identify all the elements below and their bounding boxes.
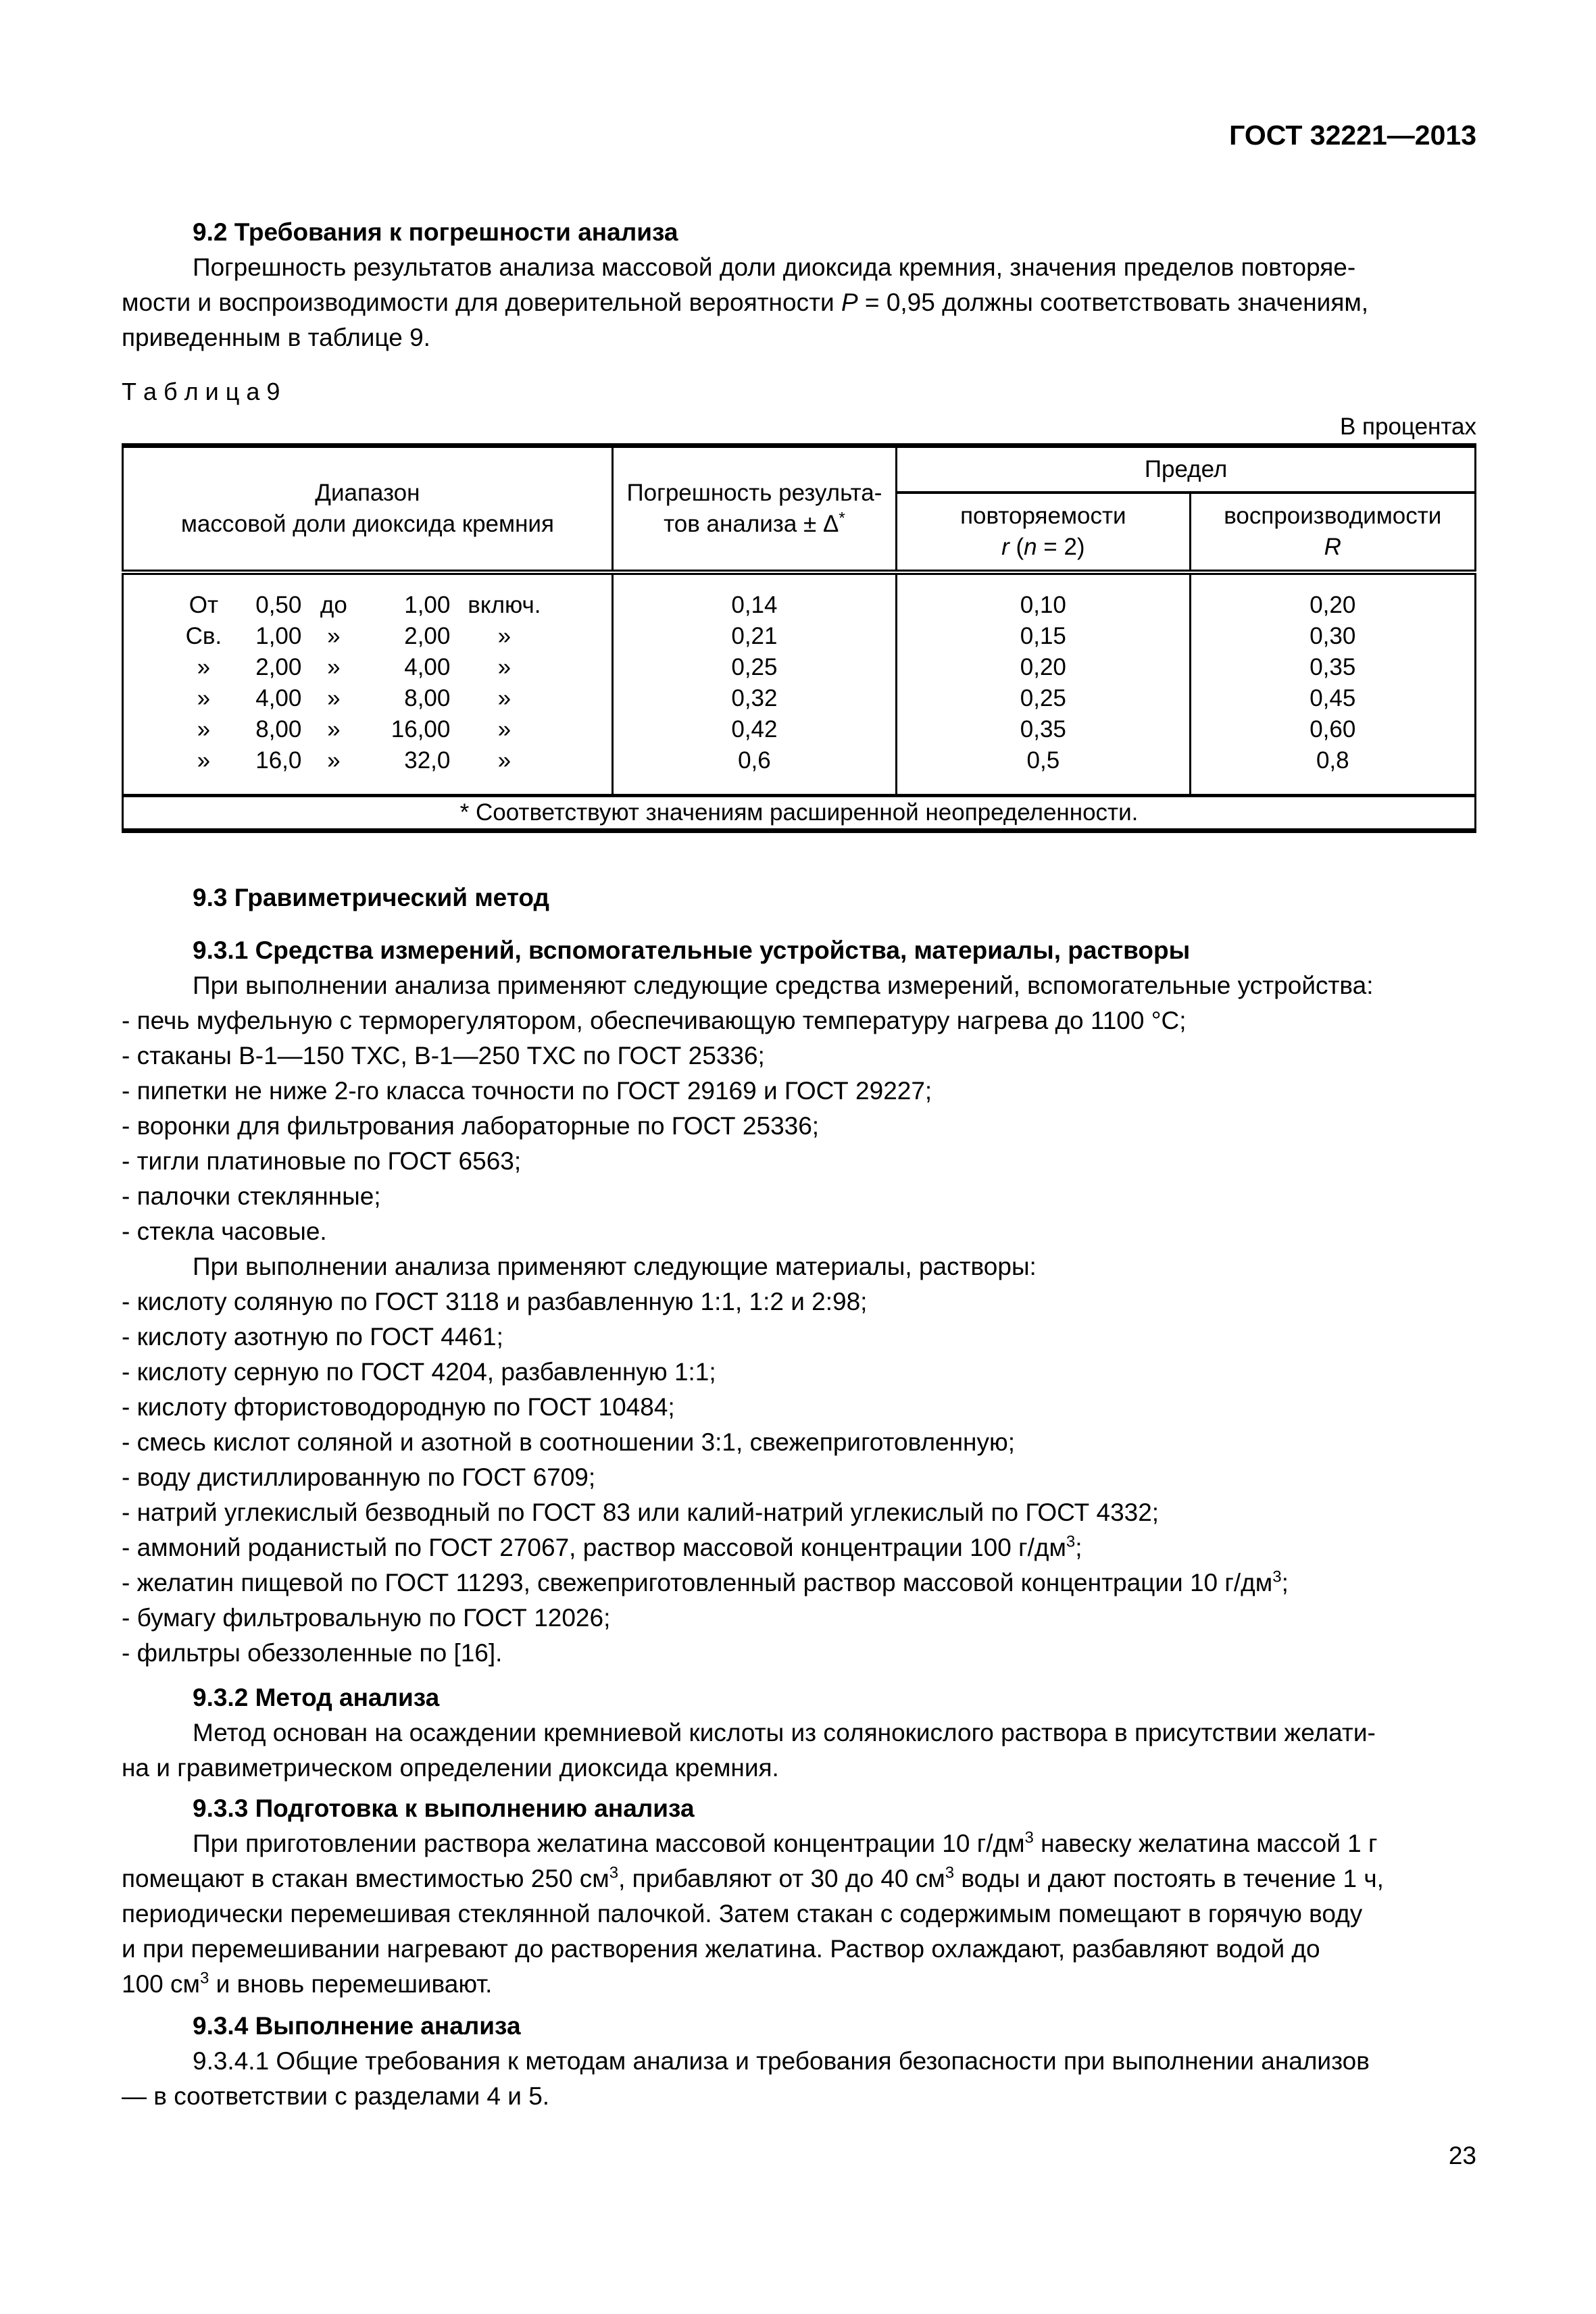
cell-error: 0,42: [612, 714, 896, 745]
paragraph-line: 9.3.4.1 Общие требования к методам анализа и требования безопасности при выполнении анализов: [193, 2047, 1370, 2075]
paragraph-line: Погрешность результатов анализа массовой доли диоксида кремния, значения пределов повторяе-: [193, 253, 1356, 281]
table-footer: [123, 796, 1476, 831]
list-item: - бумагу фильтровальную по ГОСТ 12026;: [122, 1604, 611, 1632]
section-9-3-4-title: 9.3.4 Выполнение анализа: [193, 2012, 521, 2040]
cell-error: 0,6: [612, 745, 896, 796]
cell-repeatability: 0,25: [897, 683, 1190, 714]
paragraph-line: — в соответствии с разделами 4 и 5.: [122, 2082, 550, 2110]
list-item: - воду дистиллированную по ГОСТ 6709;: [122, 1463, 596, 1491]
header-reproducibility: [1190, 493, 1475, 572]
cell-reproducibility: 0,30: [1310, 623, 1356, 649]
cell-repeatability: 0,5: [897, 745, 1190, 796]
list-item: - стаканы В-1—150 ТХС, В-1—250 ТХС по ГОСТ 25336;: [122, 1042, 765, 1070]
paragraph-line: При приготовлении раствора желатина массовой концентрации 10 $г/дм^3$ навеску желатина массой 1 г: [193, 1828, 1378, 1857]
list-item: - смесь кислот соляной и азотной в соотношении 3:1, свежеприготовленную;: [122, 1428, 1016, 1456]
list-item: - аммоний роданистый по ГОСТ 27067, раствор массовой концентрации 100 $г/дм^3$;: [122, 1532, 1082, 1561]
header-line: Диапазон: [315, 480, 420, 506]
paragraph-line: помещают в стакан вместимостью 250 $см^3$, прибавляют от 30 до 40 $см^3$ воды и дают постоять в течение 1 ч,: [122, 1863, 1384, 1892]
list-item: - печь муфельную с терморегулятором, обеспечивающую температуру нагрева до 1100 °С;: [122, 1007, 1187, 1034]
paragraph-line: и при перемешивании нагревают до растворения желатина. Раствор охлаждают, разбавляют водой до: [122, 1935, 1320, 1963]
cell-range: » 4,00 » 8,00 »: [123, 683, 613, 714]
paragraph-line: [122, 285, 1476, 320]
section-9-2-title: 9.2 Требования к погрешности анализа: [193, 218, 678, 246]
paragraph-line: на и гравиметрическом определении диоксида кремния.: [122, 1754, 779, 1782]
header-line: Погрешность результа-: [626, 480, 882, 506]
table-body: [123, 572, 1476, 796]
text-segment: тов анализа ± Δ: [664, 511, 839, 537]
paragraph-line: приведенным в таблице 9.: [122, 324, 430, 351]
section-9-3-title: 9.3 Гравиметрический метод: [193, 884, 550, 911]
cell-error: 0,21: [612, 621, 896, 652]
section-9-3-2-title: 9.3.2 Метод анализа: [193, 1684, 440, 1711]
table-caption: Т а б л и ц а 9: [122, 378, 280, 405]
cell-reproducibility: 0,20: [1310, 592, 1356, 618]
cell-reproducibility: 0,60: [1310, 716, 1356, 743]
table-row: [123, 572, 1476, 621]
cell-reproducibility: 0,8: [1190, 745, 1475, 796]
cell-repeatability: 0,20: [897, 652, 1190, 683]
header-range-column: [123, 446, 613, 573]
header-line: воспроизводимости: [1224, 503, 1442, 529]
header-line: [614, 509, 895, 540]
header-repeatability: [897, 493, 1190, 572]
units-note: В процентах: [1339, 413, 1476, 440]
table-row: [123, 621, 1476, 652]
list-item: - натрий углекислый безводный по ГОСТ 83 или калий-натрий углекислый по ГОСТ 4332;: [122, 1499, 1159, 1526]
list-item: - кислоту азотную по ГОСТ 4461;: [122, 1323, 503, 1351]
cell-error: 0,25: [612, 652, 896, 683]
page-number: 23: [1448, 2142, 1476, 2169]
table-header: [123, 446, 1476, 573]
text-segment: = 0,95 должны соответствовать значениям,: [857, 288, 1369, 316]
cell-reproducibility: 0,45: [1310, 685, 1356, 711]
paragraph-line: Метод основан на осаждении кремниевой кислоты из солянокислого раствора в присутствии желати-: [193, 1719, 1376, 1746]
cell-range: » 16,0 » 32,0 »: [123, 745, 613, 796]
cell-repeatability: 0,10: [897, 572, 1190, 621]
list-item: - кислоту серную по ГОСТ 4204, разбавленную 1:1;: [122, 1358, 716, 1386]
header-line: повторяемости: [960, 503, 1126, 529]
cell-error: 0,14: [612, 572, 896, 621]
list-item: - палочки стеклянные;: [122, 1182, 381, 1210]
list-item: - тигли платиновые по ГОСТ 6563;: [122, 1147, 522, 1175]
cell-range: Св. 1,00 » 2,00 »: [123, 621, 613, 652]
table-9: [122, 443, 1476, 833]
doc-code: ГОСТ 32221—2013: [1229, 120, 1476, 151]
footnote-marker: *: [839, 509, 845, 528]
probability-symbol: Р: [841, 288, 858, 316]
cell-range: » 2,00 » 4,00 »: [123, 652, 613, 683]
cell-range: » 8,00 » 16,00 »: [123, 714, 613, 745]
header-line: [897, 532, 1189, 563]
cell-range: От 0,50 до 1,00 включ.: [123, 572, 613, 621]
text-segment: (: [1009, 534, 1024, 560]
paragraph-line: При выполнении анализа применяют следующие средства измерений, вспомогательные устройства:: [193, 972, 1374, 999]
paragraph-line: При выполнении анализа применяют следующие материалы, растворы:: [193, 1253, 1037, 1280]
header-line: массовой доли диоксида кремния: [180, 511, 554, 537]
list-item: - желатин пищевой по ГОСТ 11293, свежеприготовленный раствор массовой концентрации 10 $г/дм^3$;: [122, 1567, 1289, 1596]
section-9-3-1-title: 9.3.1 Средства измерений, вспомогательные устройства, материалы, растворы: [193, 936, 1191, 964]
list-item: - кислоту фтористоводородную по ГОСТ 10484;: [122, 1393, 675, 1421]
R-symbol: R: [1324, 534, 1341, 560]
cell-repeatability: 0,35: [897, 714, 1190, 745]
text-segment: = 2): [1037, 534, 1085, 560]
cell-error: 0,32: [612, 683, 896, 714]
header-limit-group: Предел: [897, 446, 1476, 493]
paragraph-line: периодически перемешивая стеклянной палочкой. Затем стакан с содержимым помещают в горячую воду: [122, 1900, 1363, 1928]
table-footnote: * Соответствуют значениям расширенной неопределенности.: [459, 799, 1139, 826]
header-error-column: [612, 446, 896, 573]
cell-repeatability: 0,15: [897, 621, 1190, 652]
text-segment: мости и воспроизводимости для доверительной вероятности: [122, 288, 841, 316]
table-row: [123, 745, 1476, 796]
cell-reproducibility: 0,35: [1310, 654, 1356, 680]
table-row: [123, 683, 1476, 714]
paragraph-line: 100 $см^3$ и вновь перемешивают.: [122, 1969, 493, 1998]
n-symbol: n: [1024, 534, 1037, 560]
list-item: - кислоту соляную по ГОСТ 3118 и разбавленную 1:1, 1:2 и 2:98;: [122, 1288, 868, 1315]
list-item: - фильтры обеззоленные по [16].: [122, 1639, 503, 1667]
header-line: [1191, 532, 1474, 563]
list-item: - воронки для фильтрования лабораторные по ГОСТ 25336;: [122, 1112, 820, 1140]
list-item: - пипетки не ниже 2-го класса точности по ГОСТ 29169 и ГОСТ 29227;: [122, 1077, 932, 1105]
table-row: [123, 652, 1476, 683]
table-row: [123, 714, 1476, 745]
list-item: - стекла часовые.: [122, 1217, 327, 1245]
section-9-3-3-title: 9.3.3 Подготовка к выполнению анализа: [193, 1794, 695, 1822]
r-symbol: r: [1001, 534, 1009, 560]
